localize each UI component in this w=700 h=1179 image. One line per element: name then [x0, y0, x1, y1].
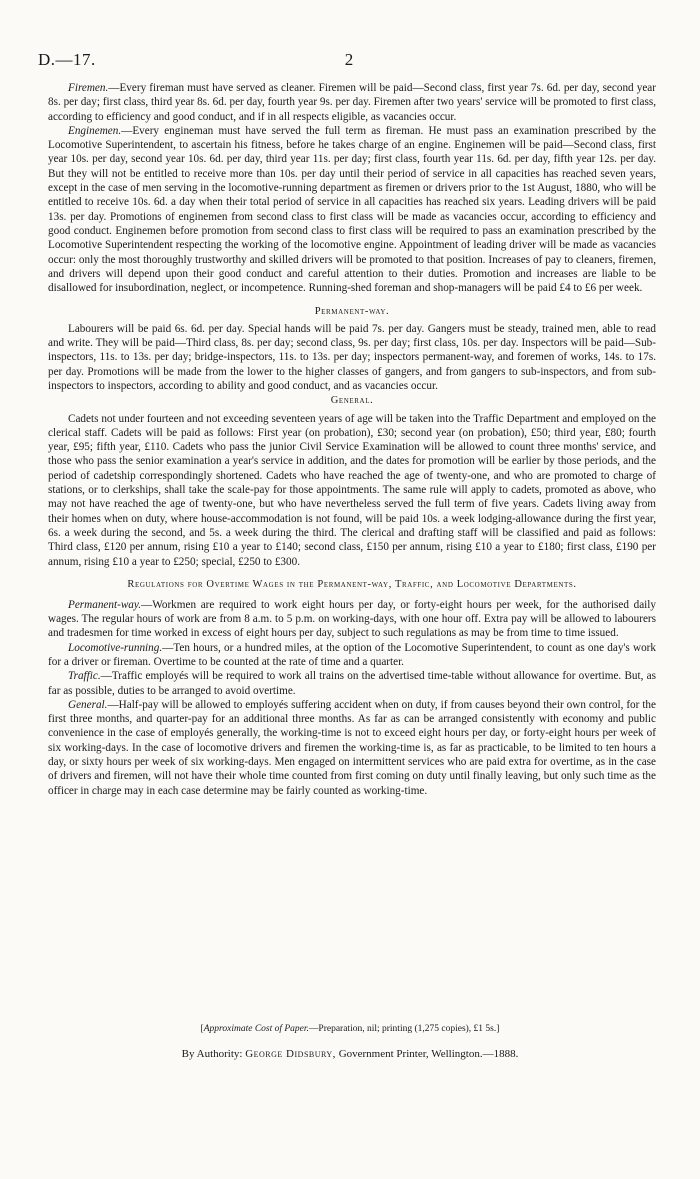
cost-label: Approximate Cost of Paper.	[203, 1024, 309, 1034]
document-id: D.—17.	[38, 50, 96, 69]
paragraph-permanent-way: Labourers will be paid 6s. 6d. per day. Special hands will be paid 7s. per day. Gangers must be steady, trained men, able to read and write. They will be paid—Third class, 8s. per day; second class, 9s. per day; first class, 10s. per day. Inspectors will be paid—Sub-inspectors, 11s. to 13s. per day; bridge-inspectors, 11s. to 13s. per day; inspectors permanent-way, and foremen of works, 14s. to 17s. per day. Promotions will be made from the lower to the higher classes of gangers, and from gangers to sub-inspectors, and from sub-inspectors to inspectors, according to ability and good conduct, and as vacancies occur.	[48, 322, 656, 392]
heading-permanent-way: Permanent-way.	[314, 306, 390, 318]
paragraph-traffic	[48, 669, 656, 698]
overtime-permanent-way-text: —Workmen are required to work eight hours per day, or forty-eight hours per week, for the authorised daily wages. The regular hours of work are from 8 a.m. to 5 p.m. on working-days, with one hour off. Extra pay will be allowed to labourers and tradesmen for time worked in excess of eight hours per day, subject to such regulations as may be from time to time issued.	[48, 598, 656, 640]
heading-general: General.	[330, 395, 374, 407]
traffic-text: —Traffic employés will be required to work all trains on the advertised time-table without allowance for overtime. But, as far as possible, duties to be arranged to avoid overtime.	[48, 670, 656, 697]
cost-text: —Preparation, nil; printing (1,275 copies), £1 5s.	[308, 1024, 497, 1034]
enginemen-label: Enginemen.	[68, 124, 122, 137]
overtime-permanent-way-label: Permanent-way.	[68, 598, 142, 611]
cost-footnote: [Approximate Cost of Paper.—Preparation, nil; printing (1,275 copies), £1 5s.]	[200, 1024, 500, 1034]
enginemen-text: —Every engineman must have served the full term as fireman. He must pass an examination prescribed by the Locomotive Superintendent, to ascertain his fitness, before he takes charge of an engine. Enginemen will be paid—Second class, first year 10s. per day, second year 10s. 6d. per day, third year 11s. per day; first class, fourth year 11s. 6d. per day, fifth year 12s. per day. But they will not be entitled to receive more than 10s. per day until their period of service in all capacities has reached seven years, except in the case of men serving in the locomotive-running department as firemen or drivers prior to the 1st August, 1880, who will be entitled to receive 10s. 6d. a day when their total period of service in all capacities has reached six years. Leading drivers will be paid 13s. per day. Promotions of enginemen from second class to first class will be made as vacancies occur, according to efficiency and good conduct. Enginemen before promotion from second class to first class will be required to pass an examination prescribed by the Locomotive Superintendent respecting the working of the locomotive engine. Appointment of leading driver will be made as vacancies occur: only the most thoroughly trustworthy and skilled drivers will be promoted to that position. Increases of pay to cleaners, firemen, and drivers will depend upon their good conduct and careful attention to their duties. Promotion and increases are liable to be disallowed for insubordination, neglect, or incompetence. Running-shed foreman and shop-managers will be paid £4 to £6 per week.	[48, 124, 656, 295]
firemen-label: Firemen.	[68, 82, 109, 94]
page-number: 2	[344, 50, 354, 69]
paragraph-locomotive-running	[48, 641, 656, 670]
authority-prefix: By Authority:	[181, 1048, 243, 1060]
paragraph-overtime-permanent-way	[48, 598, 656, 641]
page-header	[38, 50, 660, 72]
firemen-text: —Every fireman must have served as cleaner. Firemen will be paid—Second class, first year 7s. 6d. per day, second year 8s. per day; first class, third year 8s. 6d. per day, fourth year 9s. per day. Firemen after two years' service will be promoted to first class, according to efficiency and good conduct, and if in all respects eligible, as vacancies occur.	[48, 82, 656, 123]
traffic-label: Traffic.	[68, 670, 101, 683]
overtime-general-text: —Half-pay will be allowed to employés suffering accident when on duty, if from causes beyond their own control, for the first three months, and quarter-pay for an additional three months. As far as can be arranged consistently with economy and public convenience in the case of employés generally, the working-time is not to exceed eight hours per day, or forty-eight hours per week of six working-days. In the case of locomotive drivers and firemen the working-time is, as far as practicable, to be limited to ten hours a day, or sixty hours per week of six working-days. Men engaged on intermittent services who are paid extra for overtime, as in the case of drivers and firemen, will not have their whole time counted from first coming on duty until finally leaving, but only such time as the officer in charge may in each case determine may be fairly counted as working-time.	[48, 698, 656, 797]
locomotive-running-label: Locomotive-running.	[68, 641, 163, 654]
printer-name: George Didsbury,	[245, 1048, 336, 1060]
paragraph-enginemen	[48, 124, 656, 296]
document-body	[48, 81, 656, 798]
paragraph-overtime-general	[48, 698, 656, 798]
overtime-general-label: General.	[68, 698, 108, 711]
paragraph-firemen	[48, 81, 656, 124]
heading-overtime-regulations: Regulations for Overtime Wages in the Permanent-way, Traffic, and Locomotive Departments.	[127, 578, 577, 590]
printer-imprint	[0, 1048, 700, 1060]
paragraph-general: Cadets not under fourteen and not exceeding seventeen years of age will be taken into the Traffic Department and employed on the clerical staff. Cadets will be paid as follows: First year (on probation), £30; second year (on probation), £50; third year, £80; fourth year, £95; fifth year, £110. Cadets who pass the junior Civil Service Examination will be allowed to count three months' service, and those who pass the senior examination a year's service in addition, and the dates for promotion will be earlier by those periods, and the period of cadetship correspondingly shortened. Cadets who have reached the age of twenty-one, and who are promoted to charge of stations, or to clerkships, shall take the scale-pay for those appointments. The same rule will apply to cadets, promoted as above, who may not have reached the age of twenty-one, but who have nevertheless served the full term of five years. Cadets living away from their homes when on duty, where house-accommodation is not found, will be paid 10s. a week lodging-allowance during the first year, 6s. a week during the second, and 5s. a week during the third. The clerical and drafting staff will be classified and paid as follows: Third class, £120 per annum, rising £10 a year to £140; second class, £150 per annum, rising £10 a year to £180; first class, £190 per annum, rising £10 a year to £250; special, £250 to £300.	[48, 412, 656, 568]
locomotive-running-text: —Ten hours, or a hundred miles, at the option of the Locomotive Superintendent, to count as one day's work for a driver or fireman. Overtime to be counted at the rate of time and a quarter.	[48, 641, 656, 668]
authority-suffix: Government Printer, Wellington.—1888.	[338, 1048, 519, 1060]
